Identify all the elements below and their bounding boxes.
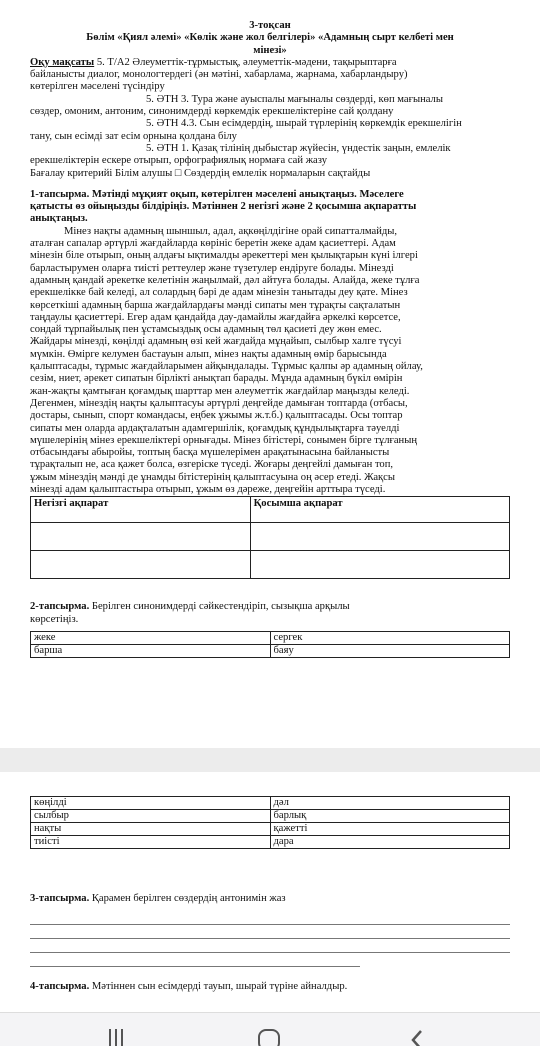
answer-line[interactable]: [30, 953, 360, 967]
objectives-line9: ерекшеліктерін ескере отырып, орфографиялық нормаға сай жазу: [30, 155, 327, 167]
assessment-criteria: Бағалау критерийі Білім алушы □ Сөздердің емлелік нормаларын сақтайды: [30, 167, 371, 179]
text-line: мүмкін. Өмірге келумен бастауын алып, мінез нақты адамның өмір барысында: [30, 348, 387, 360]
text-line: Дегенмен, мінездің нақты қалыптасуы әртүрлі деңгейде дамыған топтарда (отбасы,: [30, 397, 408, 409]
text-line: отбасындағы абыройы, топтың басқа мүшелерімен арақатынасына байланысты: [30, 447, 390, 459]
text-line: жан-жақты қамтыған қоғамдық шарттар мен әлеуметтік жағдайлар маңызды келеді.: [30, 385, 410, 397]
text-line: сипаты мен оларда ардақталатын адамгершілік, қоғамдық құндылықтарға тәуелді: [30, 422, 400, 434]
table-cell: қажетті: [270, 823, 510, 836]
text-line: аталған сапалар әртүрлі жағдайларда көрініс беретін жеке адам қасиеттері. Адам: [30, 238, 396, 250]
android-navigation-bar: [0, 1012, 540, 1046]
answer-line[interactable]: [30, 925, 510, 939]
table-cell: сергек: [270, 631, 510, 644]
table-cell: барша: [31, 644, 271, 657]
table-cell[interactable]: [250, 551, 509, 579]
table-cell[interactable]: [31, 551, 251, 579]
text-line: достары, сынып, спорт командасы, еңбек ұжымы ж.т.б.) қалыптасады. Осы топтар: [30, 410, 403, 422]
section-title-line2: мінезі»: [253, 44, 287, 56]
table-cell[interactable]: [31, 523, 251, 551]
table-cell: тиісті: [31, 836, 271, 849]
text-line: көрсеткіші адамның барша жағдайлардағы мәнді сипаты мен тұрақты сақталатын: [30, 299, 401, 311]
text-line: Мінез нақты адамның шыншыл, адал, ақкөңілдігіне орай сипатталмайды,: [64, 225, 398, 237]
text-line: мінезді адам қалыптастыра отырып, ұжым өз дәреже, деңгейін арттыра түседі.: [30, 483, 386, 495]
answer-line[interactable]: [30, 939, 510, 953]
text-line: ұжым мінездің мәнді де ұнамды бітістерінің қалыптасуына оң әсер етеді. Жақсы: [30, 471, 396, 483]
section-title-line1: Бөлім «Қиял әлемі» «Көлік және жол белгілері» «Адамның сырт келбеті мен: [86, 32, 454, 44]
table-cell: көңілді: [31, 797, 271, 810]
page-separator: [0, 748, 540, 772]
text-line: адамның қандай әрекетке келетінін жаңылмай, дәл айтуға болады. Алайда, жеке тұлға: [30, 274, 420, 286]
task1-title-line1: 1-тапсырма. Мәтінді мұқият оқып, көтерілген мәселені анықтаңыз. Мәселеге: [30, 188, 404, 200]
text-line: мүшелерінің мінез ерекшеліктері орнығады. Мінез бітістері, сонымен бірге тұлғаның: [30, 434, 417, 446]
table-row: [31, 797, 510, 810]
document-page-2: [0, 772, 540, 994]
objectives-line6: 5. ӘТН 4.3. Сын есімдердің, шырай түрлерінің көркемдік ерекшелігін: [146, 118, 462, 130]
extra-info-header: Қосымша ақпарат: [250, 497, 509, 523]
text-line: қалыптасады, тұрмыс жағдайларымен айқындалады. Тұрмыс қалпы әр адамның ойлау,: [30, 361, 423, 373]
text-line: Жайдары мінезді, көңілді адамның өзі кей жағдайда мұңайып, сылбыр халге түсуі: [30, 336, 402, 348]
objectives-line3: көтерілген мәселені түсіндіру: [30, 81, 165, 93]
table-row: [31, 810, 510, 823]
table-cell[interactable]: [250, 523, 509, 551]
table-row: [31, 631, 510, 644]
table-cell: нақты: [31, 823, 271, 836]
table-cell: жеке: [31, 631, 271, 644]
table-cell: барлық: [270, 810, 510, 823]
task2-title-line2: көрсетіңіз.: [30, 613, 79, 625]
table-row: [31, 644, 510, 657]
table-row: [31, 836, 510, 849]
text-line: сезім, ниет, әрекет сипатын бірлікті анықтап барады. Мұнда адамның бүкіл өмірін: [30, 373, 403, 385]
objectives-line4: 5. ӘТН 3. Тура және ауыспалы мағыналы сөздерді, көп мағыналы: [146, 93, 443, 105]
text-line: таңдаулы қасиеттері. Егер адам қандайда дау-дамайлы жағдайға әркелкі көрсетсе,: [30, 311, 401, 323]
text-line: сондай тұрпайылық пен ұстамсыздық осы адамның төл қасиеті деу жөн емес.: [30, 324, 382, 336]
main-info-header: Негізгі ақпарат: [31, 497, 251, 523]
table-cell: баяу: [270, 644, 510, 657]
lesson-number: 3-тоқсан: [249, 20, 291, 31]
objectives-line8: 5. ӘТН 1. Қазақ тілінің дыбыстар жүйесін, үндестік заңын, емлелік: [146, 142, 451, 154]
table-cell: дара: [270, 836, 510, 849]
objectives-line2: байланысты диалог, монологтердегі (ән мәтіні, хабарлама, жарнама, хабарландыру): [30, 69, 408, 81]
objectives-line5: сөздер, омоним, антоним, синонимдерді көркемдік ерекшеліктеріне сай қолдану: [30, 106, 394, 118]
objectives-label: Оқу мақсаты: [30, 56, 95, 68]
answer-line[interactable]: [30, 911, 510, 925]
task2-title: 2-тапсырма. Берілген синонимдерді сәйкестендіріп, сызықша арқылы: [30, 601, 350, 613]
table-cell: дәл: [270, 797, 510, 810]
recent-apps-icon[interactable]: [109, 1029, 129, 1046]
back-icon[interactable]: [410, 1029, 424, 1046]
synonym-table-part1: [30, 631, 510, 658]
synonym-table-part2: [30, 796, 510, 849]
text-line: барластырумен оларға тиісті реттеулер және түзетулер ендіруге болады. Мінезді: [30, 262, 394, 274]
task1-text: [30, 226, 510, 497]
task4-title: 4-тапсырма. Мәтіннен сын есімдерді тауып, шырай түріне айналдыр.: [30, 981, 348, 993]
table-row: [31, 823, 510, 836]
task1-title-line2: қатысты өз ойыңызды білдіріңіз. Мәтіннен 2 негізгі және 2 қосымша ақпаратты: [30, 201, 417, 213]
info-table: [30, 496, 510, 579]
home-icon[interactable]: [258, 1029, 280, 1046]
table-cell: сылбыр: [31, 810, 271, 823]
objectives-line7: тану, сын есімді зат есім орнына қолдана білу: [30, 130, 237, 142]
objectives-line1: Оқу мақсаты 5. Т/А2 Әлеуметтік-тұрмыстық, әлеуметтік-мәдени, тақырыптарға: [30, 56, 397, 68]
text-line: тұрақталып не, аса қажет болса, өзгеріске түседі. Жоғары деңгейлі дамыған топ,: [30, 459, 394, 471]
text-line: ерекшелікке бай келеді, ал солардың бәрі де адам мінезін танытады деу қате. Мінез: [30, 287, 408, 299]
task1-title-line3: анықтаңыз.: [30, 213, 88, 225]
text-line: мінезін біле отырып, оның алдағы ықтималды әрекеттері мен қылықтарын күні ілгері: [30, 250, 418, 262]
task3-title: 3-тапсырма. Қарамен берілген сөздердің антонимін жаз: [30, 893, 286, 904]
